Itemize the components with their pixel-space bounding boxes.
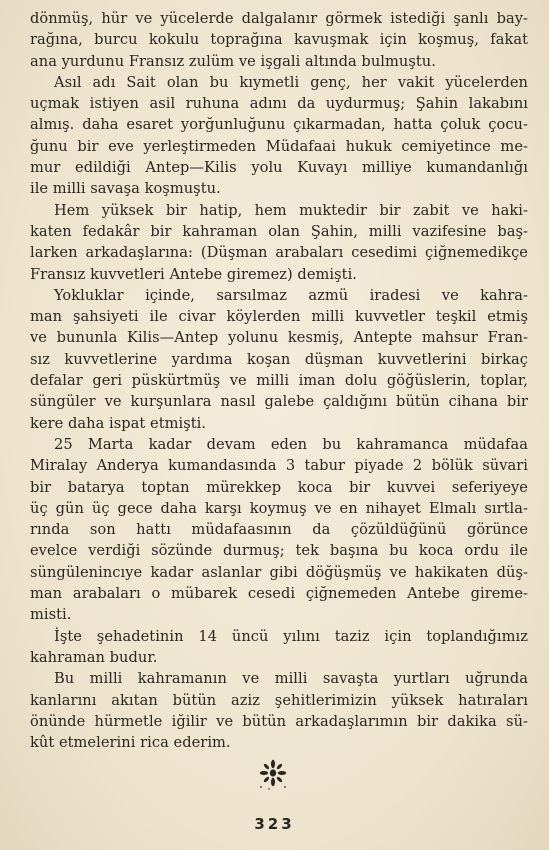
text-line-14: Yokluklar içinde, sarsılmaz azmü iradesi ve kahra- [54, 286, 528, 304]
text-line-11: katen fedakâr bir kahraman olan Şahin, milli vazifesine baş- [30, 222, 528, 240]
text-line-12: larken arkadaşlarına: (Düşman arabaları cesedimi çiğnemedikçe [30, 244, 528, 262]
text-line-31: kahraman budur. [30, 648, 158, 666]
text-line-29: misti. [30, 606, 72, 624]
body-text [30, 8, 528, 753]
floral-ornament-icon [255, 756, 291, 792]
text-line-4: Asıl adı Sait olan bu kıymetli genç, her vakit yücelerden [54, 73, 528, 91]
text-line-35: kût etmelerini rica ederim. [30, 734, 231, 752]
text-line-3: ana yurdunu Fransız zulüm ve işgali altında bulmuştu. [30, 52, 436, 70]
text-line-34: önünde hürmetle iğilir ve bütün arkadaşlarımın bir dakika sü- [30, 712, 528, 730]
text-line-21: 25 Marta kadar devam eden bu kahramanca müdafaa [54, 435, 528, 453]
text-line-20: kere daha ispat etmişti. [30, 414, 207, 432]
text-line-13: Fransız kuvvetleri Antebe giremez) demişti. [30, 265, 357, 283]
text-line-28: man arabaları o mübarek cesedi çiğnemeden Antebe gireme- [30, 585, 528, 603]
text-line-24: üç gün üç gece daha karşı koymuş ve en nihayet Elmalı sırtla- [30, 499, 528, 517]
text-line-7: ğunu bir eve yerleştirmeden Müdafaai hukuk cemiyetince me- [30, 137, 528, 155]
text-line-15: man şahsiyeti ile civar köylerden milli kuvvetler teşkil etmiş [30, 308, 528, 326]
text-line-33: kanlarını akıtan bütün aziz şehitlerimizin yüksek hatıraları [30, 691, 528, 709]
text-line-17: sız kuvvetlerine yardıma koşan düşman kuvvetlerini birkaç [30, 350, 528, 368]
text-line-18: defalar geri püskürtmüş ve milli iman dolu göğüslerin, toplar, [30, 372, 528, 390]
text-line-26: evelce verdiği sözünde durmuş; tek başına bu koca ordu ile [30, 542, 528, 560]
text-line-30: İşte şehadetinin 14 üncü yılını taziz için toplandığımız [54, 627, 528, 645]
text-line-9: ile milli savaşa koşmuştu. [30, 180, 221, 198]
text-line-2: rağına, burcu kokulu toprağına kavuşmak için koşmuş, fakat [30, 31, 528, 49]
text-line-6: almış. daha esaret yorğunluğunu çıkarmadan, hatta çoluk çocu- [30, 116, 528, 134]
text-line-16: ve bununla Kilis—Antep yolunu kesmiş, Antepte mahsur Fran- [30, 329, 528, 347]
text-line-32: Bu milli kahramanın ve milli savaşta yurtları uğrunda [54, 670, 528, 688]
text-line-23: bir batarya toptan mürekkep koca bir kuvvei seferiyeye [30, 478, 528, 496]
text-line-10: Hem yüksek bir hatip, hem muktedir bir zabit ve haki- [54, 201, 528, 219]
text-line-27: süngülenincıye kadar aslanlar gibi döğüşmüş ve hakikaten düş- [30, 563, 528, 581]
text-line-22: Miralay Anderya kumandasında 3 tabur piyade 2 bölük süvari [30, 457, 528, 475]
text-line-25: rında son hattı müdafaasının da çözüldüğünü görünce [30, 521, 528, 539]
text-line-19: süngüler ve kurşunlara nasıl galebe çaldığını bütün cihana bir [30, 393, 528, 411]
text-line-1: dönmüş, hür ve yücelerde dalgalanır görmek istediği şanlı bay- [30, 10, 528, 27]
text-line-8: mur edildiği Antep—Kilis yolu Kuvayı milliye kumandanlığı [30, 159, 528, 177]
text-line-5: uçmak istiyen asil ruhuna adını da uydurmuş; Şahin lakabını [30, 95, 528, 113]
page-number: 323 [254, 815, 295, 833]
